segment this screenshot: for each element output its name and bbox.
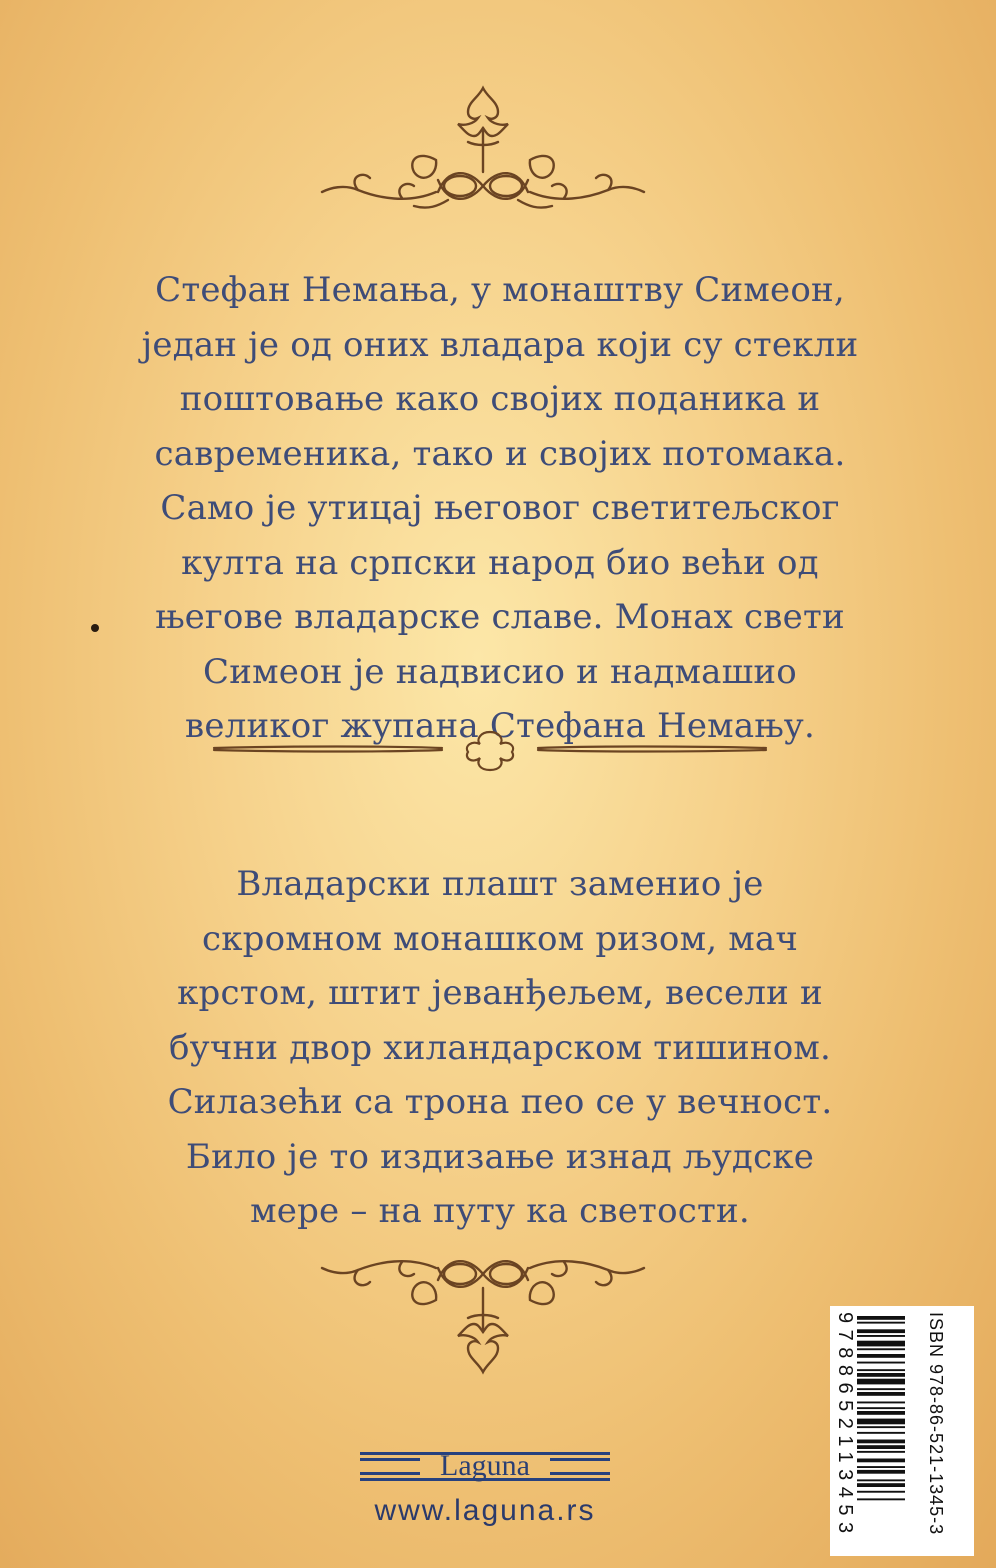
text-line: бучни двор хиландарском тишином. <box>168 1027 832 1068</box>
text-line: Владарски плашт заменио је <box>236 864 764 904</box>
text-line: његове владарске славе. Монах свети <box>155 597 845 637</box>
barcode-bar <box>857 1354 905 1358</box>
publisher-logo <box>360 1444 610 1488</box>
text-line: Симеон је надвисио и надмашио <box>203 651 797 692</box>
barcode-bar <box>857 1341 905 1347</box>
barcode-bar <box>857 1419 905 1425</box>
text-line: култа на српски народ био већи од <box>181 542 819 583</box>
text-line: један је од оних владара који су стекли <box>141 324 859 365</box>
text-line: крстом, штит јеванђељем, весели и <box>177 973 823 1013</box>
barcode-bar <box>857 1316 905 1320</box>
description-paragraph-1 <box>120 263 880 754</box>
barcode-bar <box>857 1392 905 1396</box>
publisher-name: Laguna <box>440 1449 530 1482</box>
bottom-ornament-icon <box>318 1240 648 1380</box>
barcode-bar <box>857 1402 905 1404</box>
barcode-bar <box>857 1369 905 1371</box>
isbn-label: ISBN 978-86-521-1345-3 <box>926 1312 946 1536</box>
ean-digits: 9788652113453 <box>834 1312 856 1540</box>
barcode-bar <box>857 1329 905 1333</box>
text-line: Само је утицај његовог светитељског <box>160 488 840 528</box>
barcode-bar <box>857 1440 905 1444</box>
barcode-bar <box>857 1451 905 1453</box>
barcode-bar <box>857 1407 905 1409</box>
barcode-bar <box>857 1379 905 1385</box>
barcode-bar <box>857 1411 905 1415</box>
text-line: Било је то издизање изнад људске <box>185 1136 815 1177</box>
description-paragraph-2 <box>120 857 880 1239</box>
barcode-bar <box>857 1445 905 1449</box>
text-line: великог жупана Стефана Немању. <box>185 706 815 746</box>
text-line: мере – на путу ка светости. <box>250 1191 750 1231</box>
barcode-bar <box>857 1322 905 1324</box>
divider-ornament-icon <box>210 726 770 772</box>
barcode-bar <box>857 1426 905 1428</box>
publisher-url[interactable]: www.laguna.rs <box>374 1494 596 1527</box>
barcode-bars-icon <box>857 1316 905 1548</box>
barcode-bar <box>857 1483 905 1487</box>
barcode-bar <box>857 1491 905 1493</box>
barcode-bar <box>857 1335 905 1337</box>
barcode-bar <box>857 1362 905 1364</box>
print-speck <box>91 624 99 632</box>
top-ornament-icon <box>318 80 648 220</box>
barcode-bar <box>857 1470 905 1474</box>
barcode-bar <box>857 1388 905 1390</box>
text-line: поштовање како својих поданика и <box>179 379 821 419</box>
barcode-bar <box>857 1432 905 1434</box>
text-line: скромном монашком ризом, мач <box>201 918 799 959</box>
text-line: Силазећи са трона пео се у вечност. <box>167 1082 833 1122</box>
barcode-bar <box>857 1348 905 1350</box>
text-line: савременика, тако и својих потомака. <box>154 433 846 474</box>
barcode-bar <box>857 1459 905 1463</box>
barcode-bar <box>857 1373 905 1377</box>
barcode-bar <box>857 1466 905 1468</box>
barcode-bar <box>857 1479 905 1481</box>
text-line: Стефан Немања, у монаштву Симеон, <box>155 270 845 310</box>
barcode-bar <box>857 1498 905 1500</box>
